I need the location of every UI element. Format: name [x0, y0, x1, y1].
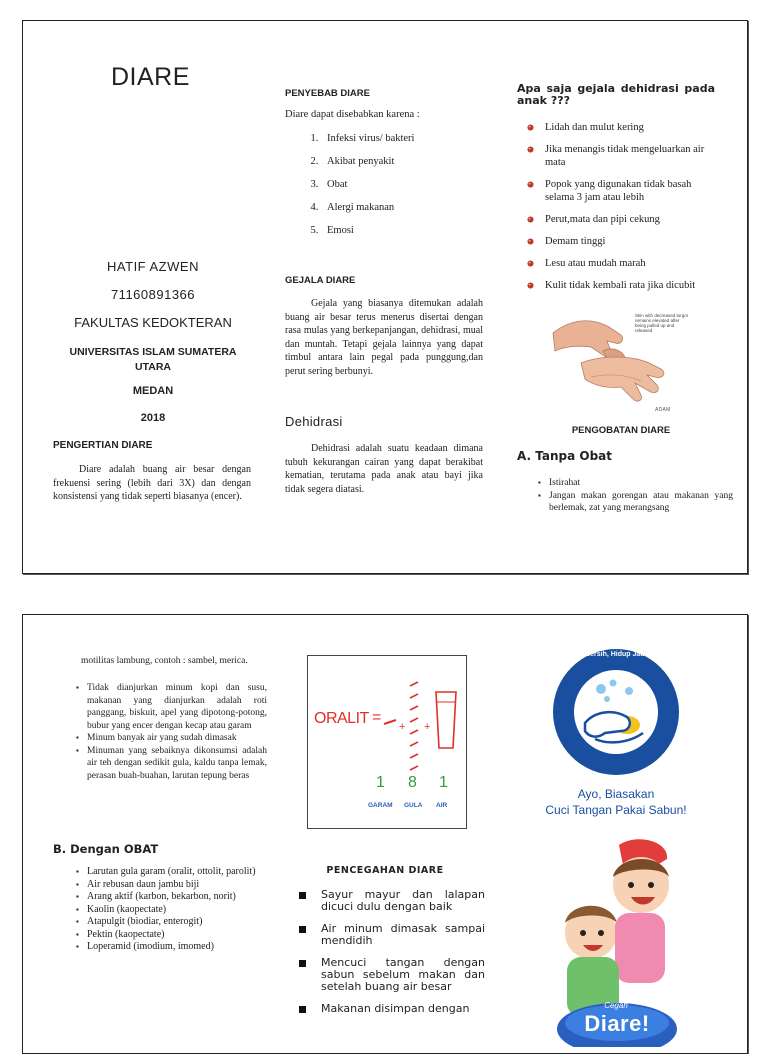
list-item: Lidah dan mulut kering: [517, 121, 721, 134]
oralit-ingredients-icon: [382, 676, 462, 786]
dengan-obat-list: [67, 866, 267, 954]
tanpa-obat-list: [529, 477, 733, 515]
oralit-number-air: 1: [439, 774, 448, 791]
penyebab-intro: Diare dapat disebabkan karena :: [285, 109, 420, 120]
list-item: ▪ Arang aktif (karbon, bekarbon, norit): [81, 891, 267, 904]
gejala-dehidrasi-list: [517, 121, 721, 301]
oralit-word: ORALIT: [314, 710, 369, 727]
penyebab-heading: PENYEBAB DIARE: [285, 88, 370, 99]
oralit-label-air: AIR: [436, 802, 448, 809]
cegah-diare-cartoon: [545, 837, 687, 1047]
author-name: HATIF AZWEN: [107, 259, 199, 274]
anjuran-list: [67, 682, 267, 782]
list-item: 4. Alergi makanan: [321, 196, 521, 219]
dehidrasi-text: Dehidrasi adalah suatu keadaan dimana tubuh kekurangan cairan yang dapat berakibat kematian, terutama pada anak atau bayi jika tidak segera diatasi.: [285, 443, 483, 495]
tanpa-obat-heading: A. Tanpa Obat: [517, 449, 613, 463]
list-item: ▪ Minum banyak air yang sudah dimasak: [81, 732, 267, 745]
list-item: Popok yang digunakan tidak basah selama 3 jam atau lebih: [517, 178, 721, 204]
dehidrasi-heading: Dehidrasi: [285, 414, 343, 429]
pengertian-heading: PENGERTIAN DIARE: [53, 440, 153, 451]
oralit-equals: =: [372, 709, 382, 726]
svg-text:+: +: [424, 721, 431, 733]
gejala-heading: GEJALA DIARE: [285, 275, 356, 286]
red-bullet-icon: [527, 238, 534, 245]
oralit-number-gula: 8: [408, 774, 417, 791]
city: MEDAN: [132, 385, 174, 397]
penyebab-list: [285, 127, 521, 242]
list-item: Lesu atau mudah marah: [517, 257, 721, 270]
author-id: 71160891366: [110, 287, 196, 302]
list-item: Makanan disimpan dengan: [295, 1003, 485, 1015]
list-item: 2. Akibat penyakit: [321, 150, 521, 173]
list-item: ▪ Atapulgit (biodiar, enterogit): [81, 916, 267, 929]
oralit-illustration: [307, 655, 467, 829]
slogan-line-1: Ayo, Biasakan: [577, 787, 655, 801]
list-item: ▪ Kaolin (kaopectate): [81, 904, 267, 917]
red-bullet-icon: [527, 146, 534, 153]
adam-logo: ADAM: [655, 407, 671, 413]
gejala-dehidrasi-heading: Apa saja gejala dehidrasi pada anak ???: [517, 82, 715, 107]
list-item: ▪ Minuman yang sebaiknya dikonsumsi adalah air teh dengan sedikit gula, kaldu tanpa lemak, perasan buah-buahan, larutan tepung beras: [81, 745, 267, 783]
pencegahan-heading: PENCEGAHAN DIARE: [326, 865, 444, 876]
list-item: ▪ Air rebusan daun jambu biji: [81, 879, 267, 892]
pengobatan-heading: PENGOBATAN DIARE: [571, 425, 671, 436]
list-item: ▪ Loperamid (imodium, imomed): [81, 941, 267, 954]
cegah-big-text: Diare!: [584, 1011, 650, 1036]
list-item: ▪ Jangan makan gorengan atau makanan yang berlemak, zat yang merangsang: [543, 490, 733, 515]
slogan-line-2: Cuci Tangan Pakai Sabun!: [545, 803, 687, 817]
pengertian-text: Diare adalah buang air besar dengan frekuensi sering (lebih dari 3X) dan dengan konsistensi yang tidak seperti biasanya (encer).: [53, 464, 251, 502]
gejala-text: Gejala yang biasanya ditemukan adalah buang air besar terus menerus disertai dengan rasa mulas yang berkepanjangan, dehidrasi, mual dan muntah. Tetapi gejala lainnya yang dapat timbul antara lain pegal pada punggung,dan perut sering berbunyi.: [285, 298, 483, 377]
red-bullet-icon: [527, 282, 534, 289]
logo-arc-text: Biasa Bersih, Hidup Jadi Sehat: [564, 651, 668, 658]
list-item: Mencuci tangan dengan sabun sebelum makan dan setelah buang air besar: [295, 957, 485, 993]
dengan-obat-heading: B. Dengan OBAT: [53, 842, 159, 856]
brochure-panel-front: [22, 20, 748, 574]
oralit-number-garam: 1: [376, 774, 385, 791]
list-item: Air minum dimasak sampai mendidih: [295, 923, 485, 947]
brochure-panel-back: [22, 614, 748, 1054]
list-item: Demam tinggi: [517, 235, 721, 248]
skin-turgor-illustration: [551, 311, 687, 415]
oralit-label-garam: GARAM: [368, 802, 393, 809]
oralit-label-gula: GULA: [404, 802, 423, 809]
handwash-logo-icon: [551, 647, 681, 777]
red-bullet-icon: [527, 260, 534, 267]
red-bullet-icon: [527, 216, 534, 223]
brochure-title: DIARE: [111, 63, 190, 91]
list-item: ▪ Pektin (kaopectate): [81, 929, 267, 942]
list-item: Sayur mayur dan lalapan dicuci dulu dengan baik: [295, 889, 485, 913]
red-bullet-icon: [527, 181, 534, 188]
list-item: ▪ Larutan gula garam (oralit, ottolit, parolit): [81, 866, 267, 879]
cegah-small-text: Cegah: [604, 1001, 628, 1010]
list-item: ▪ Istirahat: [543, 477, 733, 490]
list-item: Kulit tidak kembali rata jika dicubit: [517, 279, 721, 292]
handwash-campaign-logo: [551, 647, 681, 777]
pencegahan-list: [295, 889, 485, 1025]
faculty-name: FAKULTAS KEDOKTERAN: [74, 315, 232, 330]
year: 2018: [140, 412, 166, 424]
list-item: 1. Infeksi virus/ bakteri: [321, 127, 521, 150]
university-name: UNIVERSITAS ISLAM SUMATERA UTARA: [69, 346, 237, 373]
list-item: 5. Emosi: [321, 219, 521, 242]
list-item: 3. Obat: [321, 173, 521, 196]
list-item: Jika menangis tidak mengeluarkan air mata: [517, 143, 721, 169]
svg-text:+: +: [399, 721, 406, 733]
skin-caption: Skin with decreased turgor remains elevated after being pulled up and released: [635, 313, 689, 333]
list-item: Perut,mata dan pipi cekung: [517, 213, 721, 226]
continued-text: motilitas lambung, contoh : sambel, merica.: [81, 656, 248, 666]
list-item: ▪ Tidak dianjurkan minum kopi dan susu, makanan yang dianjurkan adalah roti panggang, biskuit, apel yang dipotong-potong, bubur yang encer dengan kecap atau garam: [81, 682, 267, 732]
red-bullet-icon: [527, 124, 534, 131]
